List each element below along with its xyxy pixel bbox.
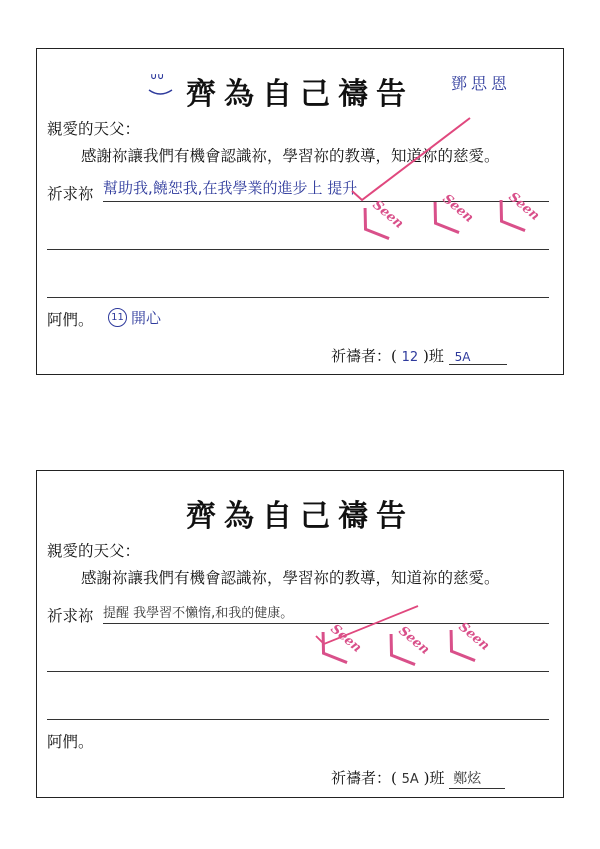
signer-row [331,767,505,789]
thanks-line: 感謝祢讓我們有機會認識祢，學習祢的教導，知道祢的慈愛。 [81,147,500,165]
card-title: 齊為自己禱告 [186,499,414,534]
request-label: 祈求祢 [47,185,94,203]
svg-text:Seen: Seen [439,191,477,226]
svg-text:Seen: Seen [395,623,433,658]
amen-text: 阿們。 [47,733,94,751]
class-value: 鄭炫 [449,768,505,789]
signer-label: 祈禱者：( [331,347,397,365]
signer-label: 祈禱者：( [331,769,397,787]
handwritten-note: 開心 [131,309,162,327]
request-rule-2 [47,671,549,672]
salutation: 親愛的天父： [47,120,141,138]
request-rule-2 [47,249,549,250]
svg-text:Seen: Seen [327,621,365,656]
signer-row [331,345,507,366]
request-label: 祈求祢 [47,607,94,625]
circled-number: 11 [108,308,127,327]
prayer-card-1 [36,48,564,375]
svg-text:Seen: Seen [505,189,543,224]
request-rule-1 [103,623,549,624]
handwritten-name: 鄧思恩 [451,74,512,93]
request-rule-3 [47,297,549,298]
class-number: 12 [401,350,419,365]
class-label: )班 [423,769,445,787]
salutation: 親愛的天父： [47,542,141,560]
thanks-line: 感謝祢讓我們有機會認識祢，學習祢的教導，知道祢的慈愛。 [81,569,500,587]
handwritten-request: 幫助我,饒恕我,在我學業的進步上 提升 [103,179,358,197]
request-rule-3 [47,719,549,720]
corner-mark: ᐡᐡ [150,70,165,91]
handwritten-request: 提醒 我學習不懶惰,和我的健康。 [103,606,294,621]
svg-text:Seen: Seen [369,197,407,232]
class-label: )班 [422,347,444,365]
svg-text:Seen: Seen [455,619,493,654]
class-value: 5A [449,350,507,365]
class-number: 5A [401,772,419,787]
amen-text: 阿們。 [47,311,94,329]
card-title: 齊為自己禱告 [186,77,414,112]
prayer-card-2 [36,470,564,798]
request-rule-1 [103,201,549,202]
